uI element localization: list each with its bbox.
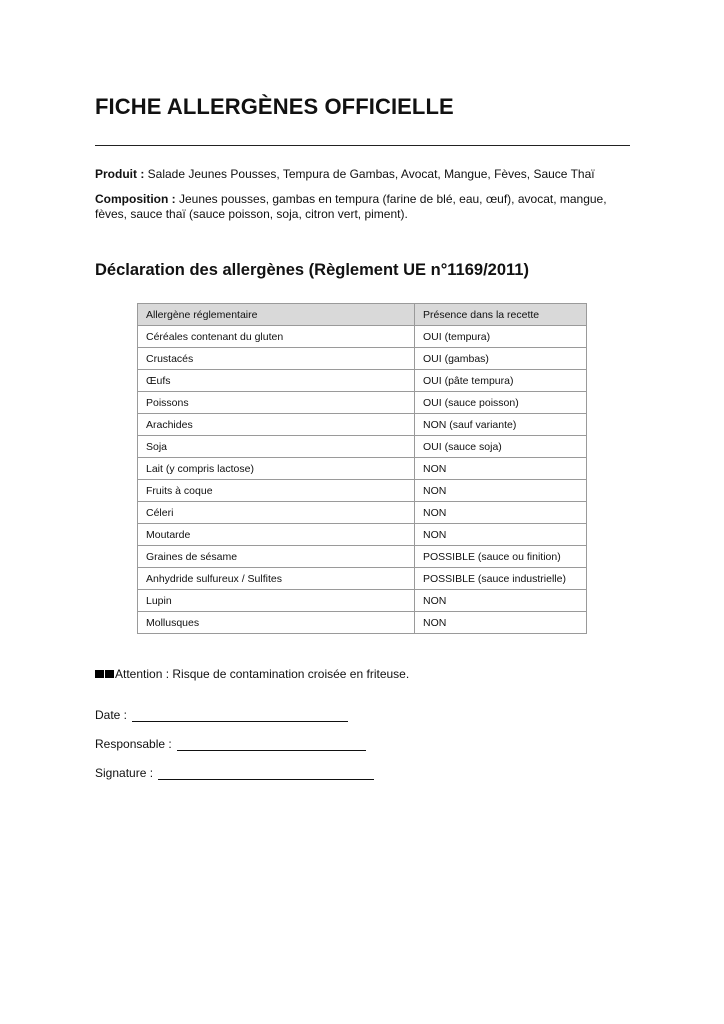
signature-line [95,766,374,780]
signature-label: Signature : [95,766,154,780]
composition-label: Composition : [95,192,176,206]
composition-line [95,192,625,222]
warning-text: Attention : Risque de contamination croisée en friteuse. [115,667,410,681]
allergen-cell: Lupin [138,590,415,612]
presence-cell: POSSIBLE (sauce ou finition) [415,546,587,568]
allergen-cell: Graines de sésame [138,546,415,568]
allergen-cell: Fruits à coque [138,480,415,502]
table-row [138,370,587,392]
presence-cell: OUI (sauce soja) [415,436,587,458]
table-row [138,502,587,524]
table-row [138,590,587,612]
allergen-cell: Poissons [138,392,415,414]
table-row [138,414,587,436]
allergen-cell: Lait (y compris lactose) [138,458,415,480]
table-row [138,480,587,502]
signature-field[interactable] [158,767,374,780]
warning-squares-icon [95,670,114,678]
date-field[interactable] [132,709,348,722]
table-row [138,326,587,348]
presence-cell: OUI (sauce poisson) [415,392,587,414]
allergen-cell: Moutarde [138,524,415,546]
product-value: Salade Jeunes Pousses, Tempura de Gambas, Avocat, Mangue, Fèves, Sauce Thaï [144,167,595,181]
date-line [95,708,348,722]
responsible-line [95,737,366,751]
allergen-cell: Céleri [138,502,415,524]
presence-cell: NON [415,524,587,546]
allergen-cell: Crustacés [138,348,415,370]
date-label: Date : [95,708,128,722]
allergen-cell: Mollusques [138,612,415,634]
allergen-table [137,303,587,634]
table-row [138,546,587,568]
table-row [138,612,587,634]
responsible-field[interactable] [177,738,366,751]
table-header-row [138,304,587,326]
allergen-cell: Anhydride sulfureux / Sulfites [138,568,415,590]
presence-cell: NON [415,480,587,502]
presence-cell: NON [415,502,587,524]
table-row [138,568,587,590]
presence-cell: OUI (pâte tempura) [415,370,587,392]
allergen-cell: Arachides [138,414,415,436]
presence-cell: NON [415,458,587,480]
presence-cell: NON [415,590,587,612]
product-line [95,167,625,182]
table-row [138,436,587,458]
table-row [138,348,587,370]
presence-cell: OUI (gambas) [415,348,587,370]
presence-cell: NON (sauf variante) [415,414,587,436]
section-title: Déclaration des allergènes (Règlement UE n°1169/2011) [95,261,529,279]
document-title: FICHE ALLERGÈNES OFFICIELLE [95,94,454,119]
table-row [138,458,587,480]
presence-cell: NON [415,612,587,634]
header-allergen: Allergène réglementaire [138,304,415,326]
allergen-cell: Œufs [138,370,415,392]
allergen-cell: Céréales contenant du gluten [138,326,415,348]
presence-cell: POSSIBLE (sauce industrielle) [415,568,587,590]
table-row [138,392,587,414]
header-presence: Présence dans la recette [415,304,587,326]
presence-cell: OUI (tempura) [415,326,587,348]
responsible-label: Responsable : [95,737,172,751]
cross-contamination-warning [95,667,409,681]
title-divider [95,145,630,146]
table-row [138,524,587,546]
product-label: Produit : [95,167,145,181]
composition-value: Jeunes pousses, gambas en tempura (farine de blé, eau, œuf), avocat, mangue, fèves, sauce thaï (sauce poisson, soja, citron vert, piment). [95,192,607,221]
allergen-cell: Soja [138,436,415,458]
